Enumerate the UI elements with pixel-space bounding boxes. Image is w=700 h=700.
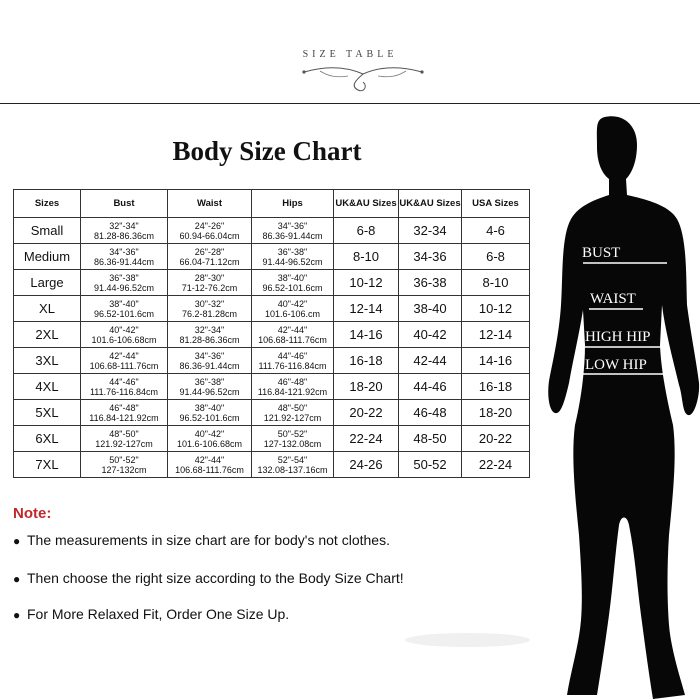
size-cell: 5XL — [14, 400, 81, 426]
cm-value: 76.2-81.28cm — [181, 308, 238, 319]
bust-cell — [81, 322, 168, 348]
hips-cell — [252, 400, 334, 426]
uk-au-size-cell: 18-20 — [334, 374, 399, 400]
inch-value: 40"-42" — [194, 428, 225, 439]
bust-cell — [81, 244, 168, 270]
inch-value: 48"-50" — [109, 428, 139, 439]
cm-value: 106.68-111.76cm — [89, 360, 159, 371]
cm-value: 121.92-127cm — [95, 438, 153, 449]
inch-value: 42"-44" — [194, 454, 225, 465]
waist-cell — [168, 244, 252, 270]
cm-value: 116.84-121.92cm — [257, 386, 328, 397]
table-row — [14, 296, 530, 322]
table-row — [14, 218, 530, 244]
cm-value: 86.36-91.44cm — [262, 230, 323, 241]
uk-au-size-cell: 14-16 — [334, 322, 399, 348]
uk-au-size-cell: 8-10 — [334, 244, 399, 270]
hips-cell — [252, 426, 334, 452]
table-row — [14, 322, 530, 348]
note-item — [13, 606, 289, 622]
bust-cell — [81, 218, 168, 244]
header-waist: Waist — [168, 190, 252, 218]
note-item — [13, 570, 404, 586]
usa-size-cell: 6-8 — [462, 244, 530, 270]
uk-au-size-cell: 22-24 — [334, 426, 399, 452]
inch-value: 46"-48" — [109, 402, 139, 413]
note-text: The measurements in size chart are for body's not clothes. — [27, 532, 390, 548]
header-sizes: Sizes — [14, 190, 81, 218]
bottom-shadow-decoration — [405, 633, 530, 647]
inch-value: 42"-44" — [109, 350, 139, 361]
usa-size-cell: 12-14 — [462, 322, 530, 348]
note-item — [13, 532, 390, 548]
waist-cell — [168, 348, 252, 374]
size-cell: Large — [14, 270, 81, 296]
inch-value: 50"-52" — [109, 454, 139, 465]
note-label: Note: — [13, 505, 52, 522]
cm-value: 101.6-106.cm — [264, 308, 321, 319]
size-table-header-title: SIZE TABLE — [302, 49, 398, 60]
bust-cell — [81, 348, 168, 374]
cm-value: 96.52-101.6cm — [179, 412, 240, 423]
hips-cell — [252, 244, 334, 270]
cm-value: 91.44-96.52cm — [262, 256, 323, 267]
inch-value: 32"-34" — [194, 324, 225, 335]
inch-value: 48"-50" — [277, 402, 308, 413]
uk-au-size-cell-2: 44-46 — [399, 374, 462, 400]
waist-cell — [168, 218, 252, 244]
cm-value: 111.76-116.84cm — [258, 360, 327, 371]
hips-cell — [252, 322, 334, 348]
cm-value: 96.52-101.6cm — [93, 308, 155, 319]
bust-cell — [81, 296, 168, 322]
chart-title: Body Size Chart — [172, 136, 362, 166]
inch-value: 52"-54" — [277, 454, 308, 465]
usa-size-cell: 18-20 — [462, 400, 530, 426]
inch-value: 38"-40" — [194, 402, 225, 413]
size-cell: Small — [14, 218, 81, 244]
inch-value: 38"-40" — [109, 298, 139, 309]
uk-au-size-cell: 20-22 — [334, 400, 399, 426]
cm-value: 111.76-116.84cm — [89, 386, 159, 397]
header-uk-au-sizes-1: UK&AU Sizes — [334, 190, 399, 218]
size-cell: 4XL — [14, 374, 81, 400]
bust-cell — [81, 374, 168, 400]
size-cell: 3XL — [14, 348, 81, 374]
uk-au-size-cell-2: 50-52 — [399, 452, 462, 478]
usa-size-cell: 22-24 — [462, 452, 530, 478]
uk-au-size-cell-2: 32-34 — [399, 218, 462, 244]
inch-value: 38"-40" — [277, 272, 308, 283]
cm-value: 81.28-86.36cm — [179, 334, 240, 345]
inch-value: 36"-38" — [277, 246, 308, 257]
high-hip-label: HIGH HIP — [585, 329, 651, 345]
usa-size-cell: 8-10 — [462, 270, 530, 296]
cm-value: 127-132cm — [101, 464, 147, 475]
hips-cell — [252, 452, 334, 478]
cm-value: 116.84-121.92cm — [89, 412, 159, 423]
usa-size-cell: 20-22 — [462, 426, 530, 452]
uk-au-size-cell: 24-26 — [334, 452, 399, 478]
inch-value: 40"-42" — [109, 324, 139, 335]
inch-value: 30"-32" — [194, 298, 225, 309]
hips-cell — [252, 218, 334, 244]
uk-au-size-cell: 6-8 — [334, 218, 399, 244]
bullet-icon: ● — [13, 608, 21, 622]
low-hip-label: LOW HIP — [585, 357, 647, 373]
inch-value: 42"-44" — [277, 324, 308, 335]
table-header-row — [14, 190, 530, 218]
body-size-table — [13, 189, 530, 478]
bust-cell — [81, 270, 168, 296]
header-hips: Hips — [252, 190, 334, 218]
uk-au-size-cell-2: 48-50 — [399, 426, 462, 452]
table-row — [14, 452, 530, 478]
inch-value: 32"-34" — [109, 220, 139, 231]
uk-au-size-cell-2: 36-38 — [399, 270, 462, 296]
header-divider — [0, 103, 700, 104]
hips-cell — [252, 374, 334, 400]
header-usa-sizes: USA Sizes — [462, 190, 530, 218]
hips-cell — [252, 296, 334, 322]
usa-size-cell: 4-6 — [462, 218, 530, 244]
body-silhouette-figure — [545, 115, 700, 700]
cm-value: 86.36-91.44cm — [93, 256, 155, 267]
table-row — [14, 400, 530, 426]
silhouette-icon — [548, 116, 699, 699]
inch-value: 40"-42" — [277, 298, 308, 309]
uk-au-size-cell: 10-12 — [334, 270, 399, 296]
waist-label: WAIST — [590, 291, 636, 307]
note-text: For More Relaxed Fit, Order One Size Up. — [27, 606, 290, 622]
cm-value: 101.6-106.68cm — [176, 438, 243, 449]
waist-cell — [168, 374, 252, 400]
cm-value: 60.94-66.04cm — [179, 230, 240, 241]
cm-value: 132.08-137.16cm — [257, 464, 328, 475]
bust-cell — [81, 400, 168, 426]
bullet-icon: ● — [13, 572, 21, 586]
inch-value: 44"-46" — [109, 376, 139, 387]
hips-cell — [252, 270, 334, 296]
inch-value: 24"-26" — [194, 220, 225, 231]
waist-cell — [168, 426, 252, 452]
table-row — [14, 426, 530, 452]
uk-au-size-cell-2: 34-36 — [399, 244, 462, 270]
cm-value: 66.04-71.12cm — [179, 256, 240, 267]
inch-value: 34"-36" — [194, 350, 225, 361]
inch-value: 26"-28" — [194, 246, 225, 257]
uk-au-size-cell-2: 38-40 — [399, 296, 462, 322]
cm-value: 106.68-111.76cm — [175, 464, 244, 475]
waist-cell — [168, 452, 252, 478]
cm-value: 96.52-101.6cm — [262, 282, 323, 293]
cm-value: 101.6-106.68cm — [91, 334, 157, 345]
usa-size-cell: 10-12 — [462, 296, 530, 322]
decorative-flourish-icon — [300, 62, 426, 94]
waist-cell — [168, 400, 252, 426]
uk-au-size-cell: 12-14 — [334, 296, 399, 322]
cm-value: 127-132.08cm — [263, 438, 322, 449]
inch-value: 28"-30" — [194, 272, 225, 283]
table-row — [14, 348, 530, 374]
size-cell: 7XL — [14, 452, 81, 478]
bust-label: BUST — [582, 245, 621, 261]
bust-cell — [81, 452, 168, 478]
table-row — [14, 374, 530, 400]
waist-cell — [168, 296, 252, 322]
cm-value: 71-12-76.2cm — [181, 282, 238, 293]
cm-value: 81.28-86.36cm — [93, 230, 155, 241]
hips-cell — [252, 348, 334, 374]
inch-value: 34"-36" — [109, 246, 139, 257]
inch-value: 46"-48" — [277, 376, 308, 387]
size-cell: 6XL — [14, 426, 81, 452]
size-cell: 2XL — [14, 322, 81, 348]
header-uk-au-sizes-2: UK&AU Sizes — [399, 190, 462, 218]
cm-value: 86.36-91.44cm — [179, 360, 240, 371]
uk-au-size-cell-2: 46-48 — [399, 400, 462, 426]
uk-au-size-cell-2: 40-42 — [399, 322, 462, 348]
cm-value: 91.44-96.52cm — [93, 282, 155, 293]
waist-cell — [168, 270, 252, 296]
inch-value: 50"-52" — [277, 428, 308, 439]
inch-value: 44"-46" — [277, 350, 308, 361]
size-cell: XL — [14, 296, 81, 322]
uk-au-size-cell-2: 42-44 — [399, 348, 462, 374]
bullet-icon: ● — [13, 534, 21, 548]
inch-value: 34"-36" — [277, 220, 308, 231]
cm-value: 106.68-111.76cm — [258, 334, 327, 345]
table-row — [14, 270, 530, 296]
uk-au-size-cell: 16-18 — [334, 348, 399, 374]
bust-cell — [81, 426, 168, 452]
inch-value: 36"-38" — [109, 272, 139, 283]
waist-cell — [168, 322, 252, 348]
cm-value: 91.44-96.52cm — [179, 386, 240, 397]
usa-size-cell: 14-16 — [462, 348, 530, 374]
usa-size-cell: 16-18 — [462, 374, 530, 400]
inch-value: 36"-38" — [194, 376, 225, 387]
note-text: Then choose the right size according to the Body Size Chart! — [27, 570, 404, 586]
cm-value: 121.92-127cm — [263, 412, 322, 423]
header-bust: Bust — [81, 190, 168, 218]
size-cell: Medium — [14, 244, 81, 270]
table-row — [14, 244, 530, 270]
